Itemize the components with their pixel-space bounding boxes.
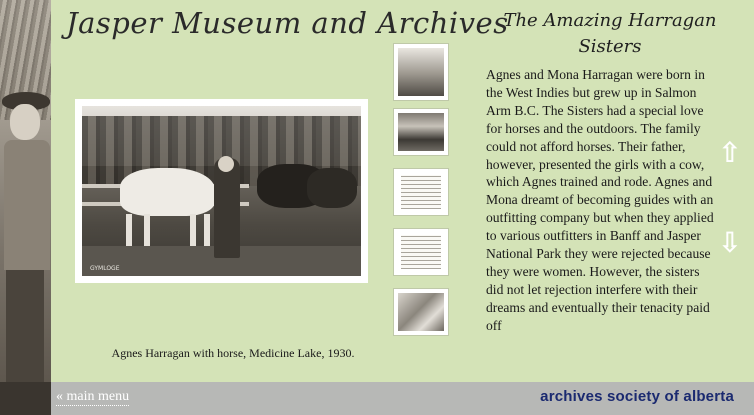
main-photo-frame — [75, 99, 368, 283]
photo-caption: Agnes Harragan with horse, Medicine Lake, 1930. — [111, 346, 355, 360]
main-photo — [82, 106, 361, 276]
photo-thumbnail[interactable] — [394, 44, 448, 100]
document-thumbnail[interactable] — [394, 169, 448, 215]
photo-thumbnail[interactable] — [394, 109, 448, 155]
arrow-up-icon[interactable]: ⇧ — [718, 136, 742, 169]
photo-thumbnail[interactable] — [394, 289, 448, 335]
story-title: The Amazing Harragan Sisters — [503, 10, 717, 57]
story-text: Agnes and Mona Harragan were born in the West Indies but grew up in Salmon Arm B.C. The Sisters had a special love for horses and the outdoors. The family could not afford horses. Their father, however, presented the girls with a cow, which Agnes trained and rode. Agnes and Mona dreamt of becoming guides with an outfitting company but when they applied to various outfitters in Banff and Jasper National Park they were rejected because they were women. However, the sisters did not let rejection interfere with their dreams and eventually their tenacity paid off — [486, 67, 714, 333]
photo-stamp: GYMLOGE — [90, 265, 120, 272]
side-photo-strip — [0, 0, 51, 382]
main-menu-link[interactable]: « main menu — [56, 389, 130, 404]
page-title: Jasper Museum and Archives — [66, 6, 509, 40]
brand-logo: archives society of alberta — [540, 388, 734, 405]
document-thumbnail[interactable] — [394, 229, 448, 275]
footer-bar — [0, 382, 754, 415]
arrow-down-icon[interactable]: ⇩ — [718, 226, 742, 259]
